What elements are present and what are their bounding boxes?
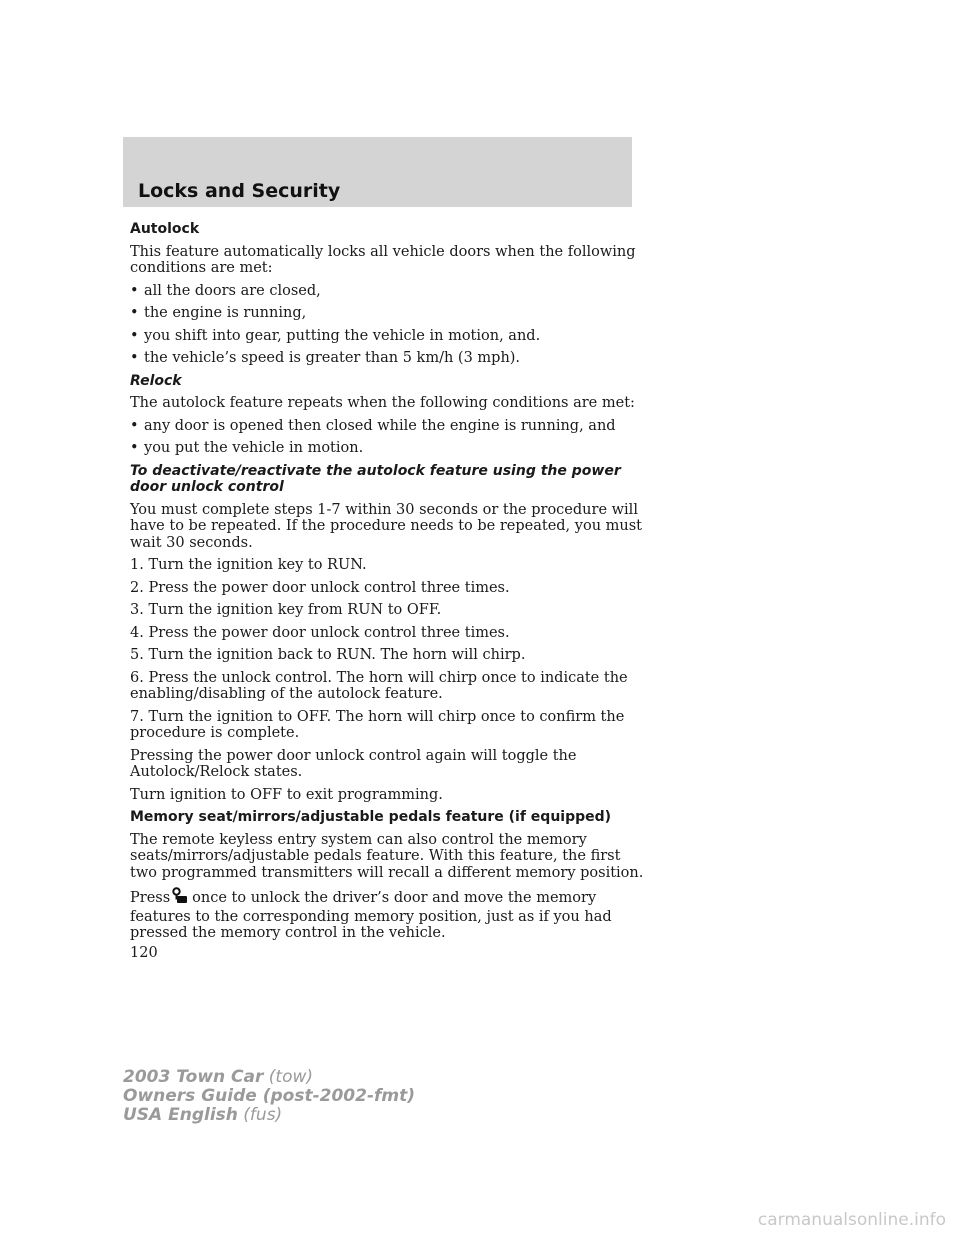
list-item: • any door is opened then closed while the engine is running, and <box>130 418 650 435</box>
step-item: 2. Press the power door unlock control three times. <box>130 579 510 596</box>
list-item: • the vehicle’s speed is greater than 5 km/h (3 mph). <box>130 350 650 367</box>
list-item: • all the doors are closed, <box>130 283 650 300</box>
footer-line-2: Owners Guide (post-2002-fmt) <box>123 1086 416 1106</box>
step-item: 7. Turn the ignition to OFF. The horn will chirp once to confirm the procedure is complete. <box>130 708 625 741</box>
toggle-note: Pressing the power door unlock control again will toggle the Autolock/Relock states. <box>130 747 577 780</box>
footer-language-code: (fus) <box>243 1105 283 1125</box>
footer-language: USA English <box>123 1105 238 1125</box>
memory-heading: Memory seat/mirrors/adjustable pedals feature (if equipped) <box>130 809 612 825</box>
footer-model-code: (tow) <box>268 1067 314 1087</box>
section-header-band <box>123 137 632 207</box>
step-item: 4. Press the power door unlock control three times. <box>130 624 510 641</box>
autolock-intro: This feature automatically locks all vehicle doors when the following conditions are met: <box>130 243 636 276</box>
section-title: Locks and Security <box>138 180 341 202</box>
exit-note: Turn ignition to OFF to exit programming. <box>130 786 443 803</box>
list-item: • the engine is running, <box>130 305 650 322</box>
press-suffix: once to unlock the driver’s door and move the memory features to the corresponding memory position, just as if you had pressed the memory control in the vehicle. <box>130 890 612 941</box>
step-item: 5. Turn the ignition back to RUN. The horn will chirp. <box>130 647 526 663</box>
watermark: carmanualsonline.info <box>757 1210 946 1230</box>
relock-intro: The autolock feature repeats when the following conditions are met: <box>130 395 635 411</box>
footer-model: 2003 Town Car <box>123 1067 264 1087</box>
footer-line-1 <box>123 1068 415 1087</box>
footer-line-3 <box>123 1106 415 1125</box>
memory-press-paragraph <box>130 887 650 942</box>
relock-heading: Relock <box>130 372 182 389</box>
unlock-icon <box>172 887 188 909</box>
step-item: 3. Turn the ignition key from RUN to OFF. <box>130 602 442 618</box>
deactivate-heading: To deactivate/reactivate the autolock feature using the power door unlock control <box>130 462 621 495</box>
list-item: • you put the vehicle in motion. <box>130 440 650 457</box>
relock-conditions <box>130 418 650 457</box>
autolock-conditions <box>130 283 650 367</box>
autolock-heading: Autolock <box>130 221 200 237</box>
press-prefix: Press <box>130 890 171 906</box>
deactivate-intro: You must complete steps 1-7 within 30 seconds or the procedure will have to be repeated. If the procedure needs to be repeated, you must wait 30 seconds. <box>130 501 643 551</box>
document-footer <box>123 1068 415 1125</box>
page-number: 120 <box>130 945 158 961</box>
list-item: • you shift into gear, putting the vehicle in motion, and. <box>130 328 650 345</box>
page-content <box>130 221 650 948</box>
step-item: 1. Turn the ignition key to RUN. <box>130 557 367 573</box>
step-item: 6. Press the unlock control. The horn will chirp once to indicate the enabling/disabling of the autolock feature. <box>130 669 628 702</box>
memory-intro: The remote keyless entry system can also control the memory seats/mirrors/adjustable pedals feature. With this feature, the first two programmed transmitters will recall a different memory position. <box>130 831 644 881</box>
